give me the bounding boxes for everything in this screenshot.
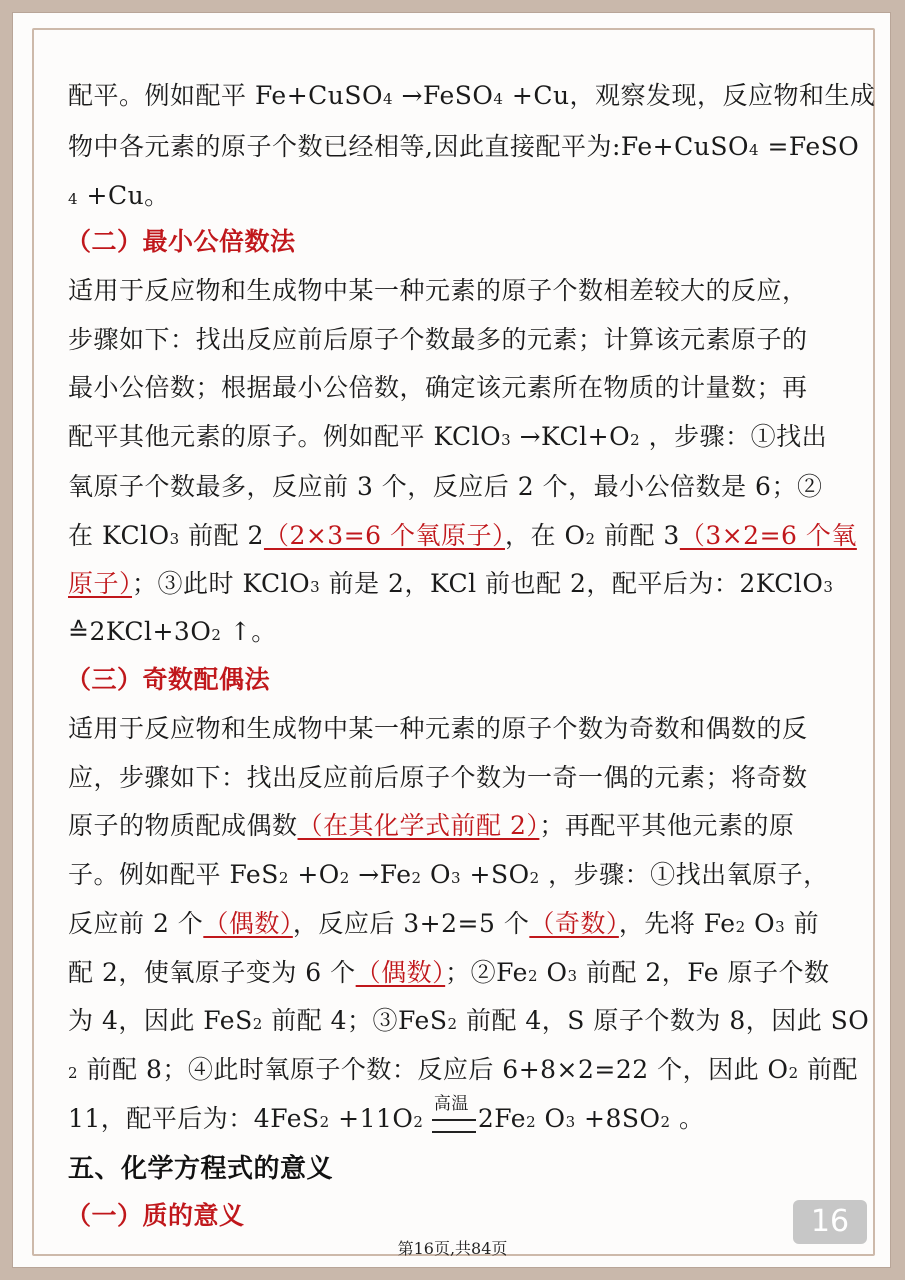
subscript: 3 [565, 1113, 576, 1131]
text: 物中各元素的原子个数已经相等,因此直接配平为:Fe+CuSO [68, 132, 749, 161]
text: 配平其他元素的原子。例如配平 KClO [68, 422, 502, 451]
text: ；③此时 KClO [132, 569, 311, 598]
text: ↑。 [221, 617, 277, 646]
subscript: 4 [383, 90, 394, 108]
answer-underlined: 原子） [68, 569, 133, 598]
text-line [68, 1094, 705, 1139]
text-line [68, 519, 857, 556]
text-line [68, 809, 794, 843]
subscript: 3 [501, 431, 512, 449]
document-page [12, 12, 891, 1268]
text: 前配 3 [595, 521, 680, 550]
text-line: 最小公倍数；根据最小公倍数，确定该元素所在物质的计量数；再 [68, 373, 808, 402]
text: 前配 [798, 1055, 859, 1084]
text: 前配 4，S 原子个数为 8，因此 SO [457, 1006, 870, 1035]
subscript: 3 [823, 578, 834, 596]
subscript: 2 [68, 1064, 79, 1082]
answer-underlined: （偶数） [355, 958, 446, 987]
text-line [68, 130, 859, 167]
subscript: 2 [319, 1113, 330, 1131]
subscript: 2 [447, 1015, 458, 1033]
subscript: 2 [788, 1064, 799, 1082]
text-line [68, 79, 876, 116]
text: O [421, 860, 452, 889]
text: ，反应后 3+2=5 个 [292, 909, 530, 938]
answer-underlined: （3×2=6 个氧 [679, 521, 857, 550]
text: 11，配平后为：4FeS [68, 1104, 320, 1133]
subscript: 4 [493, 90, 504, 108]
text-line: 步骤如下：找出反应前后原子个数最多的元素；计算该元素原子的 [68, 325, 808, 354]
text: 。 [670, 1104, 705, 1133]
text: =FeSO [759, 132, 860, 161]
text: ；再配平其他元素的原 [539, 811, 795, 840]
text-line [68, 615, 277, 652]
text: 前配 2，Fe 原子个数 [577, 958, 830, 987]
subscript: 2 [526, 1113, 537, 1131]
section-heading: 五、化学方程式的意义 [68, 1154, 334, 1184]
subheading: （一）质的意义 [66, 1201, 245, 1230]
subscript: 4 [748, 141, 759, 159]
page-number-badge: 16 [793, 1200, 867, 1244]
text: ，先将 Fe [618, 909, 736, 938]
reaction-condition-equals [432, 1094, 478, 1139]
text: 2Fe [477, 1104, 527, 1133]
text-line: 氧原子个数最多，反应前 3 个，反应后 2 个，最小公倍数是 6；② [68, 472, 823, 501]
subscript: 2 [211, 626, 222, 644]
text: 前 [785, 909, 820, 938]
text: O [538, 958, 568, 987]
text: 前是 2，KCl 前也配 2，配平后为：2KClO [320, 569, 824, 598]
subheading: （二）最小公倍数法 [66, 227, 296, 256]
subscript: 2 [527, 967, 538, 985]
text: 前配 4；③FeS [262, 1006, 448, 1035]
answer-underlined: （在其化学式前配 2） [297, 811, 540, 840]
answer-underlined: （奇数） [529, 909, 619, 938]
subscript: 2 [585, 530, 596, 548]
text-line [68, 858, 829, 895]
text: +O [288, 860, 340, 889]
text-line [68, 1053, 858, 1090]
text-line: 适用于反应物和生成物中某一种元素的原子个数相差较大的反应， [68, 276, 808, 305]
subscript: 3 [775, 918, 786, 936]
subheading: （三）奇数配偶法 [66, 665, 271, 694]
text: +Cu。 [78, 181, 170, 210]
answer-underlined: （偶数） [203, 909, 293, 938]
subscript: 2 [413, 1113, 424, 1131]
subscript: 2 [411, 869, 422, 887]
text: 配平。例如配平 Fe+CuSO [68, 81, 384, 110]
text-line: 适用于反应物和生成物中某一种元素的原子个数为奇数和偶数的反 [68, 714, 808, 743]
page-footer: 第16页,共84页 [397, 1239, 508, 1258]
subscript: 2 [278, 869, 289, 887]
text-line: 应，步骤如下：找出反应前后原子个数为一奇一偶的元素；将奇数 [68, 763, 808, 792]
text: 前配 2 [179, 521, 264, 550]
text: →Fe [349, 860, 412, 889]
text: ≙2KCl+3O [68, 617, 212, 646]
text: O [536, 1104, 566, 1133]
subscript: 3 [310, 578, 321, 596]
subscript: 3 [451, 869, 462, 887]
text-line [68, 567, 833, 604]
double-line-sign [432, 1119, 476, 1133]
text: +11O [329, 1104, 414, 1133]
subscript: 2 [630, 431, 641, 449]
subscript: 3 [169, 530, 180, 548]
text-line [68, 907, 819, 944]
condition-label: 高温 [433, 1094, 469, 1114]
subscript: 4 [68, 190, 79, 208]
text-line [68, 956, 830, 993]
text: →FeSO [393, 81, 494, 110]
subscript: 2 [339, 869, 350, 887]
text: 在 KClO [68, 521, 170, 550]
text: ，步骤：①找出 [640, 422, 828, 451]
text: +Cu，观察发现，反应物和生成 [503, 81, 876, 110]
text-line [68, 420, 827, 457]
text: 前配 8；④此时氧原子个数：反应后 6+8×2=22 个，因此 O [78, 1055, 789, 1084]
text: →KCl+O [511, 422, 631, 451]
text: ，在 O [505, 521, 586, 550]
text: 配 2，使氧原子变为 6 个 [68, 958, 356, 987]
text: 反应前 2 个 [68, 909, 204, 938]
text: O [745, 909, 776, 938]
text: 原子的物质配成偶数 [68, 811, 298, 840]
subscript: 2 [252, 1015, 263, 1033]
text: ，步骤：①找出氧原子， [539, 860, 829, 889]
text: 为 4，因此 FeS [68, 1006, 253, 1035]
text: 子。例如配平 FeS [68, 860, 279, 889]
text-line [68, 1004, 869, 1041]
subscript: 2 [529, 869, 540, 887]
subscript: 2 [660, 1113, 671, 1131]
subscript: 2 [735, 918, 746, 936]
text: +8SO [575, 1104, 661, 1133]
text: +SO [461, 860, 530, 889]
answer-underlined: （2×3=6 个氧原子） [263, 521, 505, 550]
text: ；②Fe [445, 958, 528, 987]
text-line [68, 179, 170, 216]
subscript: 3 [567, 967, 578, 985]
